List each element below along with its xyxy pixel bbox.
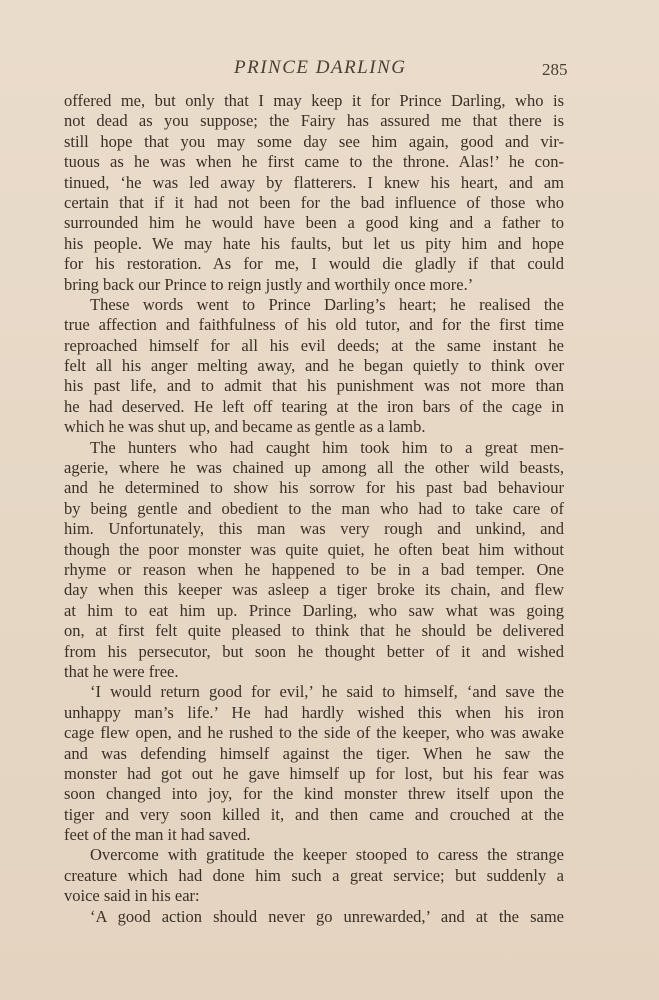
running-title: PRINCE DARLING [234,57,407,78]
text-line: day when this keeper was asleep a tiger broke its chain, and flew [64,580,564,600]
body-text [64,91,564,927]
text-line: ‘A good action should never go unrewarded,’ and at the same [90,906,564,926]
text-line: certain that if it had not been for the bad influence of those who [64,192,564,212]
text-line: though the poor monster was quite quiet, he often beat him without [64,539,564,559]
text-line: voice said in his ear: [64,886,200,906]
text-line: creature which had done him such a great service; but suddenly a [64,865,564,885]
text-line: him. Unfortunately, this man was very rough and unkind, and [64,519,564,539]
text-line: at him to eat him up. Prince Darling, who saw what was going [64,600,564,620]
text-line: from his persecutor, but soon he thought better of it and wished [64,641,564,661]
text-line: which he was shut up, and became as gentle as a lamb. [64,417,426,437]
text-line: tuous as he was when he first came to the throne. Alas!’ he con- [64,152,564,172]
text-line: monster had got out he gave himself up for lost, but his fear was [64,763,564,783]
text-line: for his restoration. As for me, I would die gladly if that could [64,254,564,274]
text-line: The hunters who had caught him took him to a great men- [90,437,564,457]
text-line: his people. We may hate his faults, but let us pity him and hope [64,233,564,253]
text-line: he had deserved. He left off tearing at the iron bars of the cage in [64,396,564,416]
text-line: true affection and faithfulness of his old tutor, and for the first time [64,315,564,335]
text-line: unhappy man’s life.’ He had hardly wished this when his iron [64,702,564,722]
text-line: by being gentle and obedient to the man who had to take care of [64,498,564,518]
text-line: his past life, and to admit that his punishment was not more than [64,376,564,396]
text-line: cage flew open, and he rushed to the side of the keeper, who was awake [64,723,564,743]
text-line: These words went to Prince Darling’s heart; he realised the [90,294,564,314]
page-number: 285 [542,60,568,79]
text-line: that he were free. [64,661,179,681]
text-line: and was defending himself against the tiger. When he saw the [64,743,564,763]
page-header [0,57,659,85]
text-line: felt all his anger melting away, and he began quietly to think over [64,356,564,376]
text-line: feet of the man it had saved. [64,825,251,845]
text-line: Overcome with gratitude the keeper stooped to caress the strange [90,845,564,865]
text-line: tinued, ‘he was led away by flatterers. I knew his heart, and am [64,172,564,192]
text-line: rhyme or reason when he happened to be in a bad temper. One [64,559,564,579]
text-line: reproached himself for all his evil deeds; at the same instant he [64,335,564,355]
text-line: soon changed into joy, for the kind monster threw itself upon the [64,784,564,804]
text-line: surrounded him he would have been a good king and a father to [64,213,564,233]
text-line: agerie, where he was chained up among all the other wild beasts, [64,458,564,478]
text-line: and he determined to show his sorrow for his past bad behaviour [64,478,564,498]
text-line: offered me, but only that I may keep it for Prince Darling, who is [64,91,564,110]
text-line: bring back our Prince to reign justly and worthily once more.’ [64,274,474,294]
text-line: still hope that you may some day see him again, good and vir- [64,131,564,151]
text-line: not dead as you suppose; the Fairy has assured me that there is [64,111,564,131]
text-line: on, at first felt quite pleased to think that he should be delivered [64,621,564,641]
text-line: ‘I would return good for evil,’ he said to himself, ‘and save the [90,682,564,702]
text-line: tiger and very soon killed it, and then came and crouched at the [64,804,564,824]
